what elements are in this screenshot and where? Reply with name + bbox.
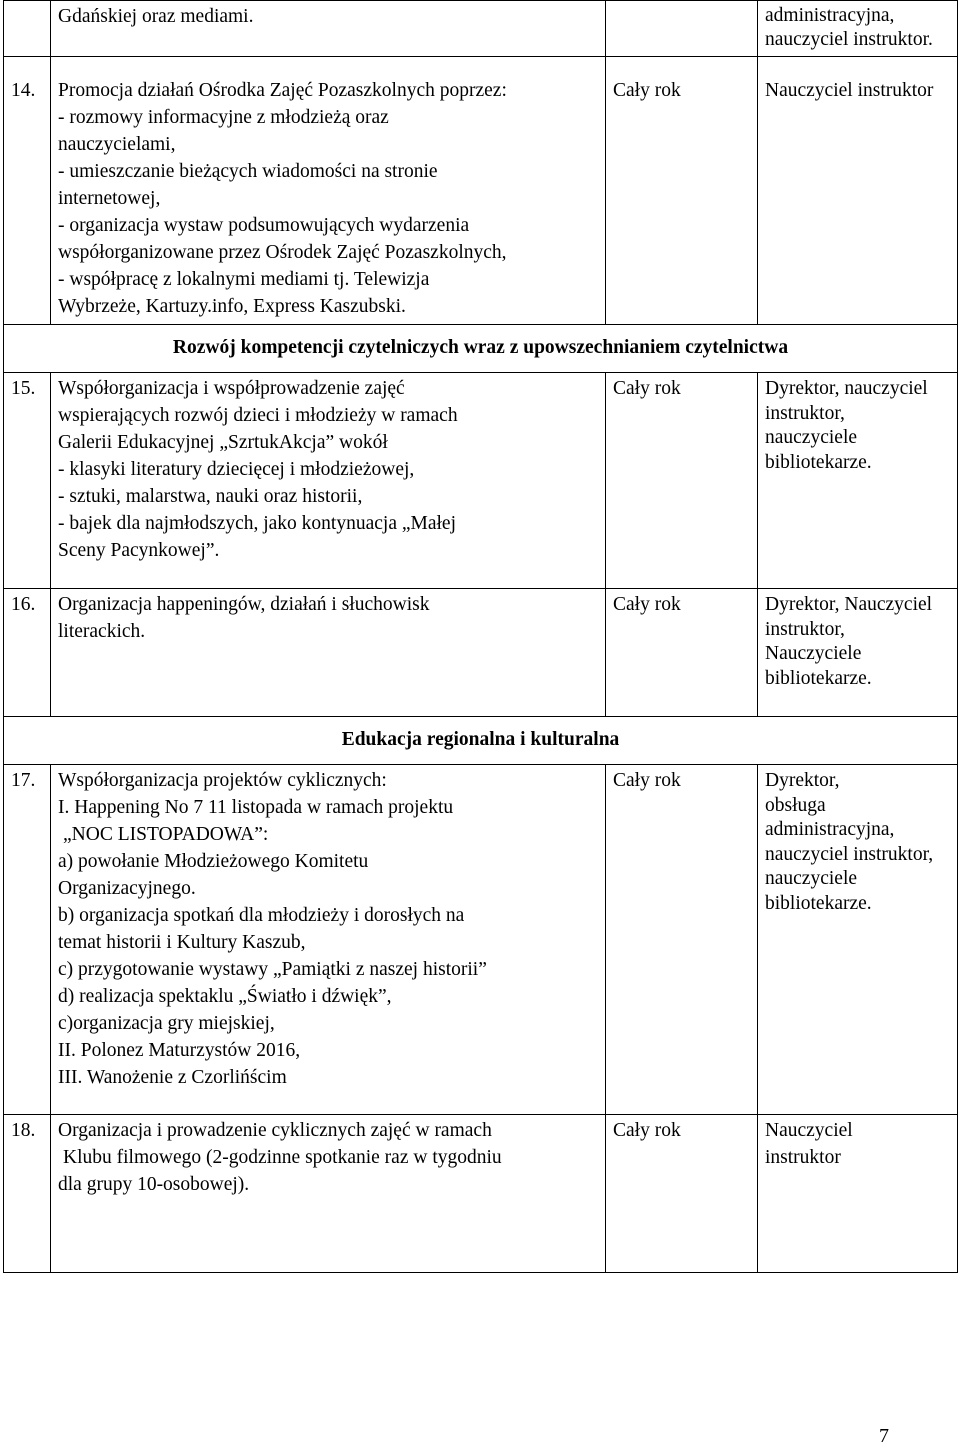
activity-term xyxy=(606,1,758,57)
responsible-line: nauczyciele xyxy=(765,427,858,448)
responsible-line: bibliotekarze. xyxy=(765,892,872,914)
description-line: - sztuki, malarstwa, nauki oraz historii, xyxy=(58,486,363,507)
description-line: - współpracę z lokalnymi mediami tj. Telewizja xyxy=(58,269,430,290)
responsible-line: nauczyciel instruktor, xyxy=(765,843,934,865)
table-row xyxy=(4,765,958,1115)
section-heading-row xyxy=(4,325,958,373)
table-row xyxy=(4,1,958,57)
description-line: wspierających rozwój dzieci i młodzieży w ramach xyxy=(58,405,458,426)
responsible-line: Nauczyciel instruktor xyxy=(765,80,934,101)
row-number: 14. xyxy=(4,57,51,325)
description-line: Organizacyjnego. xyxy=(58,878,196,899)
activity-description xyxy=(51,589,606,717)
description-line: Galerii Edukacyjnej „SzrtukAkcja” wokół xyxy=(58,432,388,453)
description-line: Promocja działań Ośrodka Zajęć Pozaszkolnych poprzez: xyxy=(58,80,507,101)
activity-term: Cały rok xyxy=(606,1115,758,1273)
description-line: - umieszczanie bieżących wiadomości na stronie xyxy=(58,161,438,182)
description-line: d) realizacja spektaklu „Światło i dźwięk”, xyxy=(58,986,392,1007)
responsible-line: nauczyciel instruktor. xyxy=(765,29,933,50)
responsible-line: nauczyciele xyxy=(765,868,858,889)
activity-description xyxy=(51,765,606,1115)
activity-description xyxy=(51,1,606,57)
description-line: Wybrzeże, Kartuzy.info, Express Kaszubski. xyxy=(58,296,406,317)
description-line: „NOC LISTOPADOWA”: xyxy=(63,824,269,845)
description-line: - organizacja wystaw podsumowujących wydarzenia xyxy=(58,215,470,236)
description-line: internetowej, xyxy=(58,188,161,209)
description-line: c)organizacja gry miejskiej, xyxy=(58,1013,275,1034)
row-number xyxy=(4,1,51,57)
section-heading: Edukacja regionalna i kulturalna xyxy=(4,717,958,765)
activity-responsible xyxy=(758,589,958,717)
table-row xyxy=(4,1115,958,1273)
responsible-line: bibliotekarze. xyxy=(765,451,872,473)
activity-description xyxy=(51,57,606,325)
responsible-line: obsługa xyxy=(765,794,826,816)
responsible-line: instruktor, xyxy=(765,618,845,640)
page-number: 7 xyxy=(879,1425,889,1447)
responsible-line: bibliotekarze. xyxy=(765,667,872,689)
responsible-line: Dyrektor, nauczyciel xyxy=(765,378,928,399)
description-line: Klubu filmowego (2-godzinne spotkanie raz w tygodniu xyxy=(63,1147,502,1168)
table-row xyxy=(4,57,958,325)
description-line: Współorganizacja projektów cyklicznych: xyxy=(58,770,387,791)
description-line: I. Happening No 7 11 listopada w ramach projektu xyxy=(58,797,454,818)
description-line: III. Wanożenie z Czorlińścim xyxy=(58,1067,287,1088)
activity-term: Cały rok xyxy=(606,765,758,1115)
responsible-line: instruktor xyxy=(765,1147,841,1168)
description-line: - rozmowy informacyjne z młodzieżą oraz xyxy=(58,107,389,128)
responsible-line: Nauczyciele xyxy=(765,643,862,664)
description-line: - klasyki literatury dziecięcej i młodzieżowej, xyxy=(58,459,415,480)
description-line: temat historii i Kultury Kaszub, xyxy=(58,932,306,953)
activity-responsible xyxy=(758,1115,958,1273)
section-heading: Rozwój kompetencji czytelniczych wraz z upowszechnianiem czytelnictwa xyxy=(4,325,958,373)
description-line: dla grupy 10-osobowej). xyxy=(58,1174,250,1195)
responsible-line: Nauczyciel xyxy=(765,1120,853,1141)
activity-responsible xyxy=(758,57,958,325)
responsible-line: administracyjna, xyxy=(765,819,895,840)
activity-responsible xyxy=(758,1,958,57)
description-line: Współorganizacja i współprowadzenie zajęć xyxy=(58,378,405,399)
row-number: 18. xyxy=(4,1115,51,1273)
responsible-line: instruktor, xyxy=(765,402,845,424)
activity-term: Cały rok xyxy=(606,589,758,717)
responsible-line: administracyjna, xyxy=(765,5,895,26)
section-heading-row xyxy=(4,717,958,765)
description-line: nauczycielami, xyxy=(58,134,176,155)
description-line: Organizacja happeningów, działań i słuchowisk xyxy=(58,594,430,615)
activity-term: Cały rok xyxy=(606,373,758,589)
description-line: c) przygotowanie wystawy „Pamiątki z naszej historii” xyxy=(58,959,487,980)
activity-term: Cały rok xyxy=(606,57,758,325)
row-number: 15. xyxy=(4,373,51,589)
description-line: literackich. xyxy=(58,621,146,642)
activity-description xyxy=(51,373,606,589)
description-line: - bajek dla najmłodszych, jako kontynuacja „Małej xyxy=(58,513,456,534)
row-number: 16. xyxy=(4,589,51,717)
description-line: współorganizowane przez Ośrodek Zajęć Pozaszkolnych, xyxy=(58,242,507,263)
description-line: Organizacja i prowadzenie cyklicznych zajęć w ramach xyxy=(58,1120,492,1141)
description-line: Gdańskiej oraz mediami. xyxy=(58,6,254,27)
activity-responsible xyxy=(758,373,958,589)
responsible-line: Dyrektor, Nauczyciel xyxy=(765,594,933,615)
description-line: II. Polonez Maturzystów 2016, xyxy=(58,1040,301,1061)
description-line: a) powołanie Młodzieżowego Komitetu xyxy=(58,851,369,872)
responsible-line: Dyrektor, xyxy=(765,770,840,791)
activity-plan-table xyxy=(3,0,958,1273)
activity-responsible xyxy=(758,765,958,1115)
table-row xyxy=(4,589,958,717)
description-line: Sceny Pacynkowej”. xyxy=(58,540,220,561)
description-line: b) organizacja spotkań dla młodzieży i dorosłych na xyxy=(58,905,465,926)
activity-description xyxy=(51,1115,606,1273)
row-number: 17. xyxy=(4,765,51,1115)
table-row xyxy=(4,373,958,589)
